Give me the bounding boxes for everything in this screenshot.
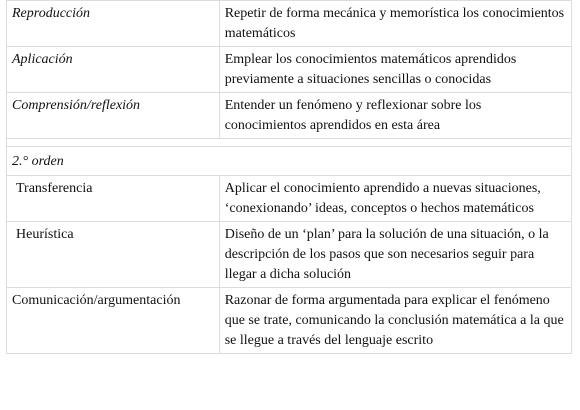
term-cell: Transferencia: [7, 176, 220, 222]
description-cell: Razonar de forma argumentada para explicar el fenómeno que se trate, comunicando la conclusión matemática a la que se llegue a través del lenguaje escrito: [219, 288, 571, 354]
term-cell: Heurística: [7, 222, 220, 288]
description-cell: Diseño de un ‘plan’ para la solución de una situación, o la descripción de los pasos que son necesarios seguir para llegar a dicha solución: [219, 222, 571, 288]
term-cell: Reproducción: [7, 1, 220, 47]
table-row: [7, 47, 572, 93]
description-cell: Repetir de forma mecánica y memorística los conocimientos matemáticos: [219, 1, 571, 47]
spacer-cell: [7, 139, 572, 147]
section-title: 2.° orden: [7, 147, 572, 176]
table-row: [7, 288, 572, 354]
term-cell: Comunicación/argumentación: [7, 288, 220, 354]
description-cell: Aplicar el conocimiento aprendido a nuevas situaciones, ‘conexionando’ ideas, conceptos o hechos matemáticos: [219, 176, 571, 222]
table-row: [7, 222, 572, 288]
description-cell: Emplear los conocimientos matemáticos aprendidos previamente a situaciones sencillas o conocidas: [219, 47, 571, 93]
table-row: [7, 176, 572, 222]
description-cell: Entender un fenómeno y reflexionar sobre los conocimientos aprendidos en esta área: [219, 93, 571, 139]
term-cell: Comprensión/reflexión: [7, 93, 220, 139]
spacer-row: [7, 139, 572, 147]
section-header-row: [7, 147, 572, 176]
term-cell: Aplicación: [7, 47, 220, 93]
table-row: [7, 93, 572, 139]
table-row: [7, 1, 572, 47]
competencies-table: [6, 0, 572, 354]
